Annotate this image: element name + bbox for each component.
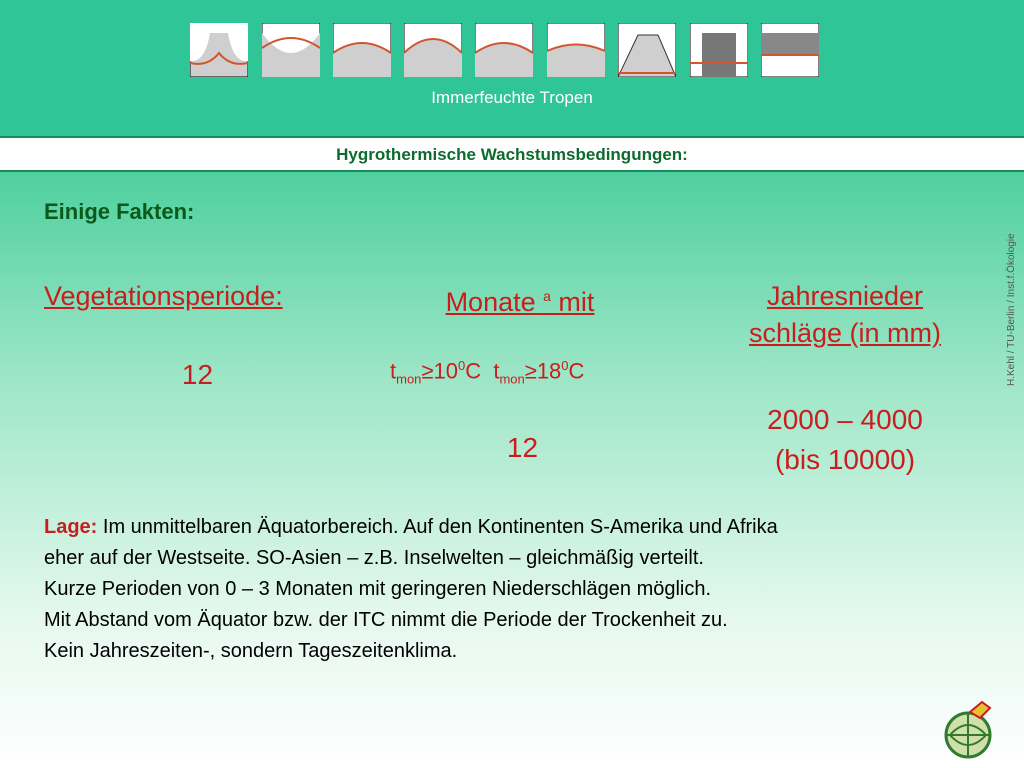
biome-3-icon [333, 23, 391, 77]
t10-sub: mon [396, 371, 422, 387]
biome-6-icon [547, 23, 605, 77]
location-line4: Mit Abstand vom Äquator bzw. der ITC nimmt die Periode der Trockenheit zu. [44, 609, 728, 631]
rain-heading-line2: schläge (in mm) [748, 318, 942, 348]
veg-period-heading: Vegetationsperiode: [44, 281, 283, 311]
biome-7-icon [618, 23, 676, 77]
t18-letter: t [493, 358, 500, 384]
t18-degree: 0 [561, 358, 569, 373]
location-line1 [44, 512, 1004, 543]
facts-heading: Einige Fakten: [44, 199, 195, 224]
location-line5: Kein Jahreszeiten-, sondern Tageszeitenklima. [44, 640, 458, 662]
biome-5-icon [475, 23, 533, 77]
lv-twk-logo-icon [930, 690, 1005, 765]
location-line2: eher auf der Westseite. SO-Asien – z.B. Inselwelten – gleichmäßig verteilt. [44, 547, 704, 569]
t18-value: ≥18 [524, 358, 562, 384]
header-title: Immerfeuchte Tropen [431, 88, 593, 107]
t18-unit: C [568, 358, 585, 384]
location-text [44, 512, 1004, 667]
t10-letter: t [390, 358, 397, 384]
months-conditions [390, 358, 690, 387]
months-heading [380, 278, 660, 321]
location-line3: Kurze Perioden von 0 – 3 Monaten mit geringeren Niederschlägen möglich. [44, 578, 712, 600]
rain-heading [705, 278, 985, 352]
biome-4-icon [404, 23, 462, 77]
biome-8-icon [690, 23, 748, 77]
t10-degree: 0 [457, 358, 466, 373]
biome-9-icon [761, 23, 819, 77]
subtitle-text: Hygrothermische Wachstumsbedingungen: [336, 145, 688, 164]
t18-sub: mon [499, 371, 525, 387]
rain-value [705, 400, 985, 480]
t10-unit: C [465, 358, 482, 384]
biome-1-icon [190, 23, 248, 77]
rain-value-line2: (bis 10000) [774, 444, 916, 475]
location-label: Lage: [44, 516, 98, 538]
months-heading-a: Monate [445, 287, 544, 317]
rain-value-line1: 2000 – 4000 [767, 404, 923, 435]
veg-period-value: 12 [181, 359, 214, 390]
biome-icon-strip [190, 23, 820, 78]
biome-2-icon [262, 23, 320, 77]
months-heading-b: mit [550, 287, 595, 317]
months-heading-sup: a [543, 288, 551, 304]
months-value: 12 [506, 432, 539, 463]
t10-value: ≥10 [421, 358, 458, 384]
rain-heading-line1: Jahresnieder [766, 281, 924, 311]
credit-vertical [1006, 233, 1024, 386]
credit-text: H.Kehl / TU-Berlin / Inst.f.Ökologie [1006, 233, 1017, 386]
location-line1-text: Im unmittelbaren Äquatorbereich. Auf den Kontinenten S-Amerika und Afrika [97, 516, 778, 538]
